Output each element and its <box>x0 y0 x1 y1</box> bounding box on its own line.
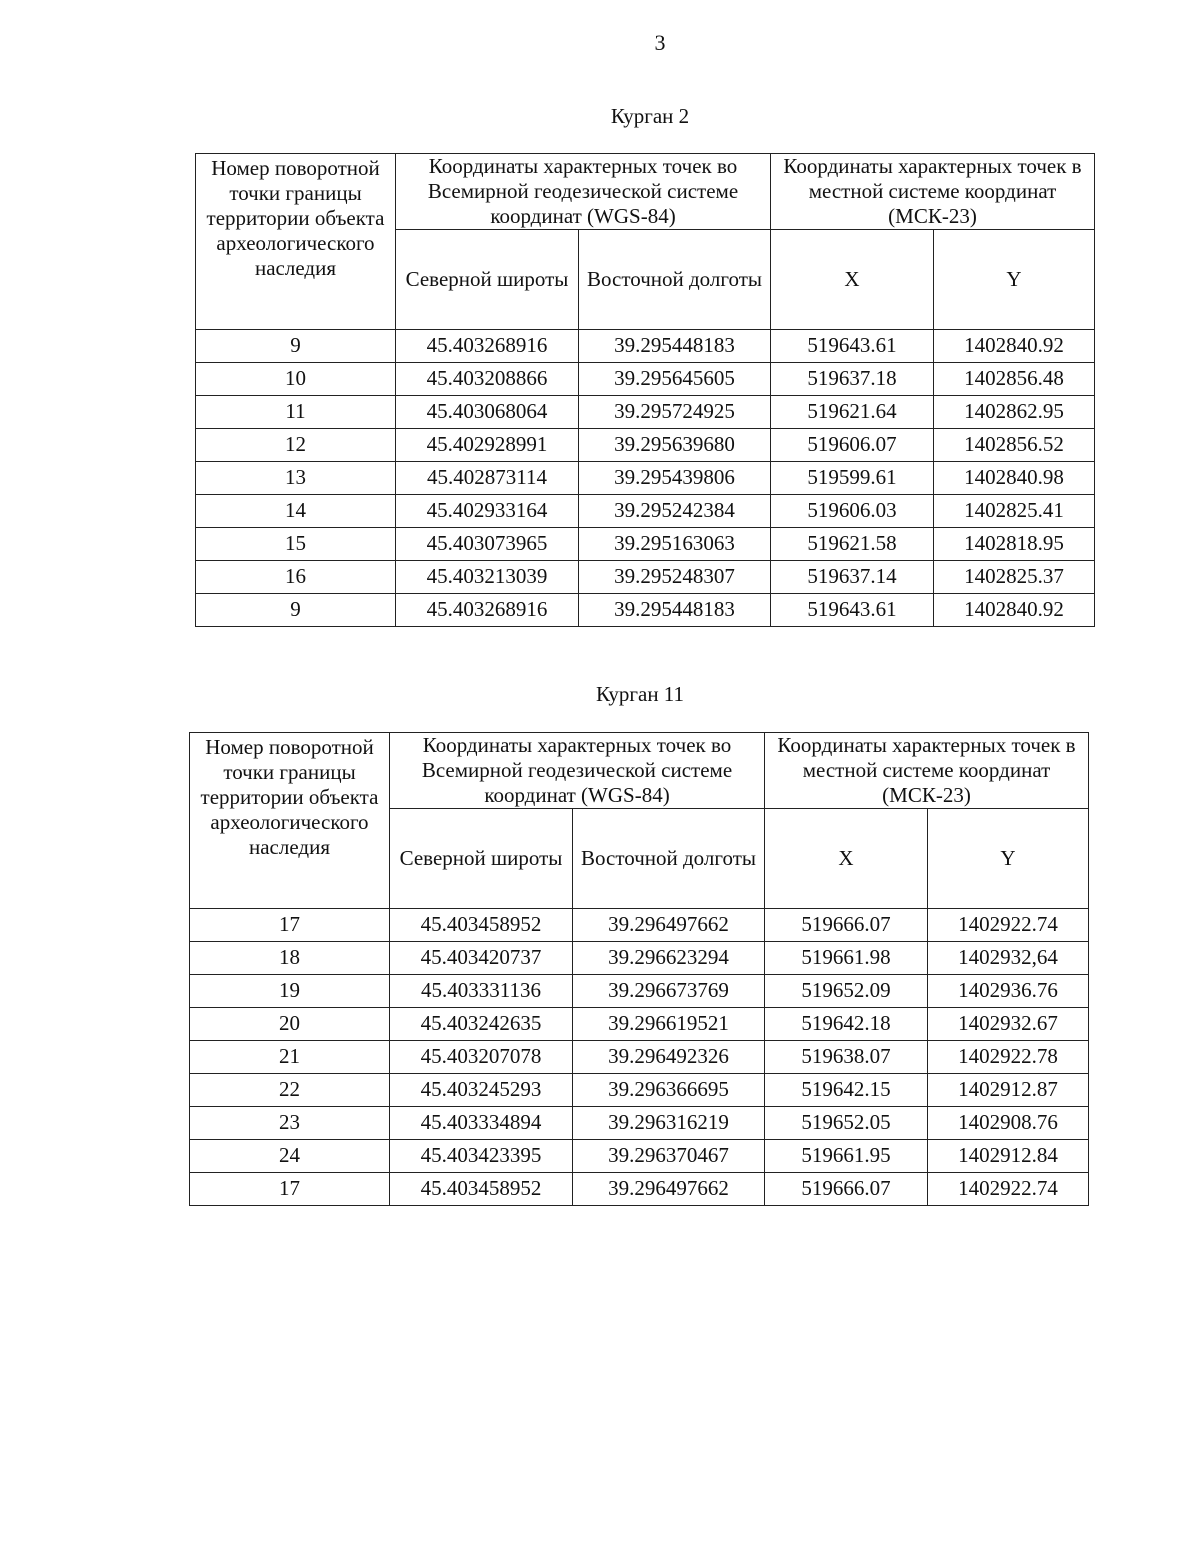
x-cell: 519638.07 <box>765 1041 928 1074</box>
x-cell: 519637.18 <box>771 363 934 396</box>
header-latitude: Северной широты <box>390 809 573 909</box>
x-cell: 519621.64 <box>771 396 934 429</box>
latitude-cell: 45.403420737 <box>390 942 573 975</box>
table-row <box>190 1173 1089 1206</box>
longitude-cell: 39.295448183 <box>579 594 771 627</box>
point-number-cell: 17 <box>190 1173 390 1206</box>
latitude-cell: 45.403423395 <box>390 1140 573 1173</box>
y-cell: 1402818.95 <box>934 528 1095 561</box>
longitude-cell: 39.295439806 <box>579 462 771 495</box>
y-cell: 1402936.76 <box>928 975 1089 1008</box>
header-latitude: Северной широты <box>396 230 579 330</box>
latitude-cell: 45.403458952 <box>390 1173 573 1206</box>
x-cell: 519606.03 <box>771 495 934 528</box>
latitude-cell: 45.403334894 <box>390 1107 573 1140</box>
point-number-cell: 15 <box>196 528 396 561</box>
x-cell: 519642.15 <box>765 1074 928 1107</box>
header-msk23-group: Координаты характерных точек в местной системе координат (МСК-23) <box>771 154 1095 230</box>
table-row <box>190 1008 1089 1041</box>
page-number: 3 <box>654 30 666 55</box>
longitude-cell: 39.296497662 <box>573 1173 765 1206</box>
header-x: X <box>765 809 928 909</box>
longitude-cell: 39.296673769 <box>573 975 765 1008</box>
coordinates-table-kurgan-2 <box>195 153 1095 627</box>
longitude-cell: 39.295242384 <box>579 495 771 528</box>
y-cell: 1402856.52 <box>934 429 1095 462</box>
point-number-cell: 17 <box>190 909 390 942</box>
latitude-cell: 45.403268916 <box>396 330 579 363</box>
table-row <box>196 363 1095 396</box>
longitude-cell: 39.296316219 <box>573 1107 765 1140</box>
x-cell: 519643.61 <box>771 594 934 627</box>
point-number-cell: 11 <box>196 396 396 429</box>
table-row <box>196 429 1095 462</box>
header-msk23-group: Координаты характерных точек в местной системе координат (МСК-23) <box>765 733 1089 809</box>
latitude-cell: 45.402933164 <box>396 495 579 528</box>
point-number-cell: 9 <box>196 330 396 363</box>
longitude-cell: 39.295448183 <box>579 330 771 363</box>
x-cell: 519599.61 <box>771 462 934 495</box>
table-row <box>190 1074 1089 1107</box>
y-cell: 1402908.76 <box>928 1107 1089 1140</box>
header-x: X <box>771 230 934 330</box>
table-row <box>196 462 1095 495</box>
table-row <box>196 528 1095 561</box>
longitude-cell: 39.296497662 <box>573 909 765 942</box>
latitude-cell: 45.403208866 <box>396 363 579 396</box>
header-longitude: Восточной долготы <box>579 230 771 330</box>
latitude-cell: 45.403068064 <box>396 396 579 429</box>
coordinates-table-kurgan-11 <box>189 732 1089 1206</box>
header-wgs84-group: Координаты характерных точек во Всемирной геодезической системе координат (WGS-84) <box>396 154 771 230</box>
y-cell: 1402825.37 <box>934 561 1095 594</box>
x-cell: 519652.09 <box>765 975 928 1008</box>
y-cell: 1402856.48 <box>934 363 1095 396</box>
point-number-cell: 19 <box>190 975 390 1008</box>
y-cell: 1402912.84 <box>928 1140 1089 1173</box>
x-cell: 519642.18 <box>765 1008 928 1041</box>
x-cell: 519652.05 <box>765 1107 928 1140</box>
latitude-cell: 45.403213039 <box>396 561 579 594</box>
latitude-cell: 45.403073965 <box>396 528 579 561</box>
point-number-cell: 23 <box>190 1107 390 1140</box>
longitude-cell: 39.295163063 <box>579 528 771 561</box>
table-row <box>196 594 1095 627</box>
latitude-cell: 45.403458952 <box>390 909 573 942</box>
x-cell: 519661.95 <box>765 1140 928 1173</box>
header-point-number: Номер поворотной точки границы территории объекта археологического наследия <box>196 154 396 330</box>
point-number-cell: 14 <box>196 495 396 528</box>
point-number-cell: 22 <box>190 1074 390 1107</box>
table-row <box>196 495 1095 528</box>
table-row <box>196 396 1095 429</box>
x-cell: 519621.58 <box>771 528 934 561</box>
y-cell: 1402932.67 <box>928 1008 1089 1041</box>
longitude-cell: 39.296370467 <box>573 1140 765 1173</box>
longitude-cell: 39.296619521 <box>573 1008 765 1041</box>
header-y: Y <box>934 230 1095 330</box>
latitude-cell: 45.403268916 <box>396 594 579 627</box>
latitude-cell: 45.402928991 <box>396 429 579 462</box>
header-point-number: Номер поворотной точки границы территории объекта археологического наследия <box>190 733 390 909</box>
header-y: Y <box>928 809 1089 909</box>
y-cell: 1402932,64 <box>928 942 1089 975</box>
point-number-cell: 24 <box>190 1140 390 1173</box>
y-cell: 1402840.92 <box>934 330 1095 363</box>
longitude-cell: 39.296492326 <box>573 1041 765 1074</box>
point-number-cell: 9 <box>196 594 396 627</box>
point-number-cell: 13 <box>196 462 396 495</box>
table-row <box>190 975 1089 1008</box>
x-cell: 519661.98 <box>765 942 928 975</box>
table-row <box>190 1140 1089 1173</box>
point-number-cell: 12 <box>196 429 396 462</box>
point-number-cell: 18 <box>190 942 390 975</box>
latitude-cell: 45.403331136 <box>390 975 573 1008</box>
x-cell: 519643.61 <box>771 330 934 363</box>
table-row <box>190 942 1089 975</box>
latitude-cell: 45.402873114 <box>396 462 579 495</box>
longitude-cell: 39.295724925 <box>579 396 771 429</box>
header-longitude: Восточной долготы <box>573 809 765 909</box>
x-cell: 519666.07 <box>765 909 928 942</box>
point-number-cell: 21 <box>190 1041 390 1074</box>
y-cell: 1402840.92 <box>934 594 1095 627</box>
table-row <box>196 330 1095 363</box>
point-number-cell: 10 <box>196 363 396 396</box>
x-cell: 519637.14 <box>771 561 934 594</box>
table-row <box>190 1041 1089 1074</box>
y-cell: 1402825.41 <box>934 495 1095 528</box>
latitude-cell: 45.403242635 <box>390 1008 573 1041</box>
point-number-cell: 16 <box>196 561 396 594</box>
y-cell: 1402862.95 <box>934 396 1095 429</box>
y-cell: 1402922.74 <box>928 1173 1089 1206</box>
latitude-cell: 45.403245293 <box>390 1074 573 1107</box>
x-cell: 519666.07 <box>765 1173 928 1206</box>
table-row <box>190 1107 1089 1140</box>
longitude-cell: 39.296366695 <box>573 1074 765 1107</box>
table-row <box>196 561 1095 594</box>
y-cell: 1402912.87 <box>928 1074 1089 1107</box>
table-caption-kurgan-2: Курган 2 <box>610 104 690 128</box>
x-cell: 519606.07 <box>771 429 934 462</box>
y-cell: 1402922.74 <box>928 909 1089 942</box>
table-row <box>190 909 1089 942</box>
point-number-cell: 20 <box>190 1008 390 1041</box>
table-caption-kurgan-11: Курган 11 <box>595 682 685 706</box>
longitude-cell: 39.295248307 <box>579 561 771 594</box>
longitude-cell: 39.295639680 <box>579 429 771 462</box>
longitude-cell: 39.295645605 <box>579 363 771 396</box>
latitude-cell: 45.403207078 <box>390 1041 573 1074</box>
longitude-cell: 39.296623294 <box>573 942 765 975</box>
header-wgs84-group: Координаты характерных точек во Всемирной геодезической системе координат (WGS-84) <box>390 733 765 809</box>
y-cell: 1402922.78 <box>928 1041 1089 1074</box>
y-cell: 1402840.98 <box>934 462 1095 495</box>
